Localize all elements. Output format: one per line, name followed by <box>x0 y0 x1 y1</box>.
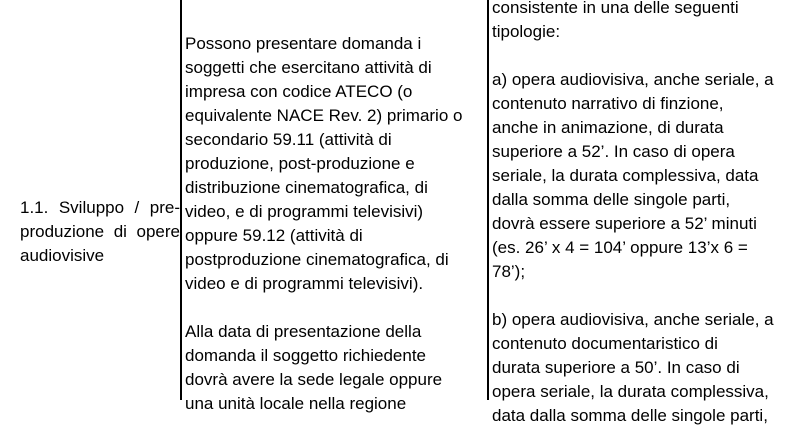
eligibility-line: produzione, post-produzione e <box>185 154 415 173</box>
column-divider-1 <box>180 0 182 400</box>
eligibility-line: Possono presentare domanda i <box>185 34 422 53</box>
eligibility-line: impresa con codice ATECO (o <box>185 82 413 101</box>
typology-line: opera seriale, la durata complessiva, <box>492 382 769 401</box>
typology-line: (es. 26’ x 4 = 104’ oppure 13’x 6 = <box>492 238 748 257</box>
eligibility-line: oppure 59.12 (attività di <box>185 226 363 245</box>
typology-line: superiore a 52’. In caso di opera <box>492 142 735 161</box>
typology-line: dovrà essere superiore a 52’ minuti <box>492 214 757 233</box>
eligibility-line: postproduzione cinematografica, di <box>185 250 449 269</box>
typology-line: anche in animazione, di durata <box>492 118 724 137</box>
paragraph-gap <box>492 44 792 68</box>
eligibility-line: domanda il soggetto richiedente <box>185 346 426 365</box>
typology-line: data dalla somma delle singole parti, <box>492 406 768 425</box>
typology-line: seriale, la durata complessiva, data <box>492 166 759 185</box>
row-label-cell <box>20 196 180 268</box>
eligibility-line: soggetti che esercitano attività di <box>185 58 432 77</box>
typology-line: tipologie: <box>492 22 561 41</box>
eligibility-line: equivalente NACE Rev. 2) primario o <box>185 106 463 125</box>
eligibility-line: distribuzione cinematografica, di <box>185 178 428 197</box>
typology-line: b) opera audiovisiva, anche seriale, a <box>492 310 774 329</box>
typology-line: a) opera audiovisiva, anche seriale, a <box>492 70 774 89</box>
typology-line: 78’); <box>492 262 526 281</box>
row-label-line-1: 1.1. Sviluppo / pre- <box>20 198 180 217</box>
typology-line: consistente in una delle seguenti <box>492 0 739 17</box>
eligibility-line: video e di programmi televisivi). <box>185 274 424 293</box>
paragraph-gap <box>185 296 485 320</box>
typology-line: dalla somma delle singole parti, <box>492 190 731 209</box>
eligibility-line: secondario 59.11 (attività di <box>185 130 392 149</box>
typology-line: contenuto narrativo di finzione, <box>492 94 724 113</box>
eligibility-cell <box>185 32 485 416</box>
eligibility-line: una unità locale nella regione <box>185 394 407 413</box>
typology-line: contenuto documentaristico di <box>492 334 718 353</box>
typologies-cell <box>492 0 792 428</box>
paragraph-gap <box>492 284 792 308</box>
eligibility-line: video, e di programmi televisivi) <box>185 202 424 221</box>
eligibility-line: dovrà avere la sede legale oppure <box>185 370 443 389</box>
eligibility-line: Alla data di presentazione della <box>185 322 422 341</box>
row-label-line-3: audiovisive <box>20 246 105 265</box>
column-divider-2 <box>487 0 489 400</box>
typology-line: durata superiore a 50’. In caso di <box>492 358 740 377</box>
row-label-line-2: produzione di opere <box>20 222 180 241</box>
